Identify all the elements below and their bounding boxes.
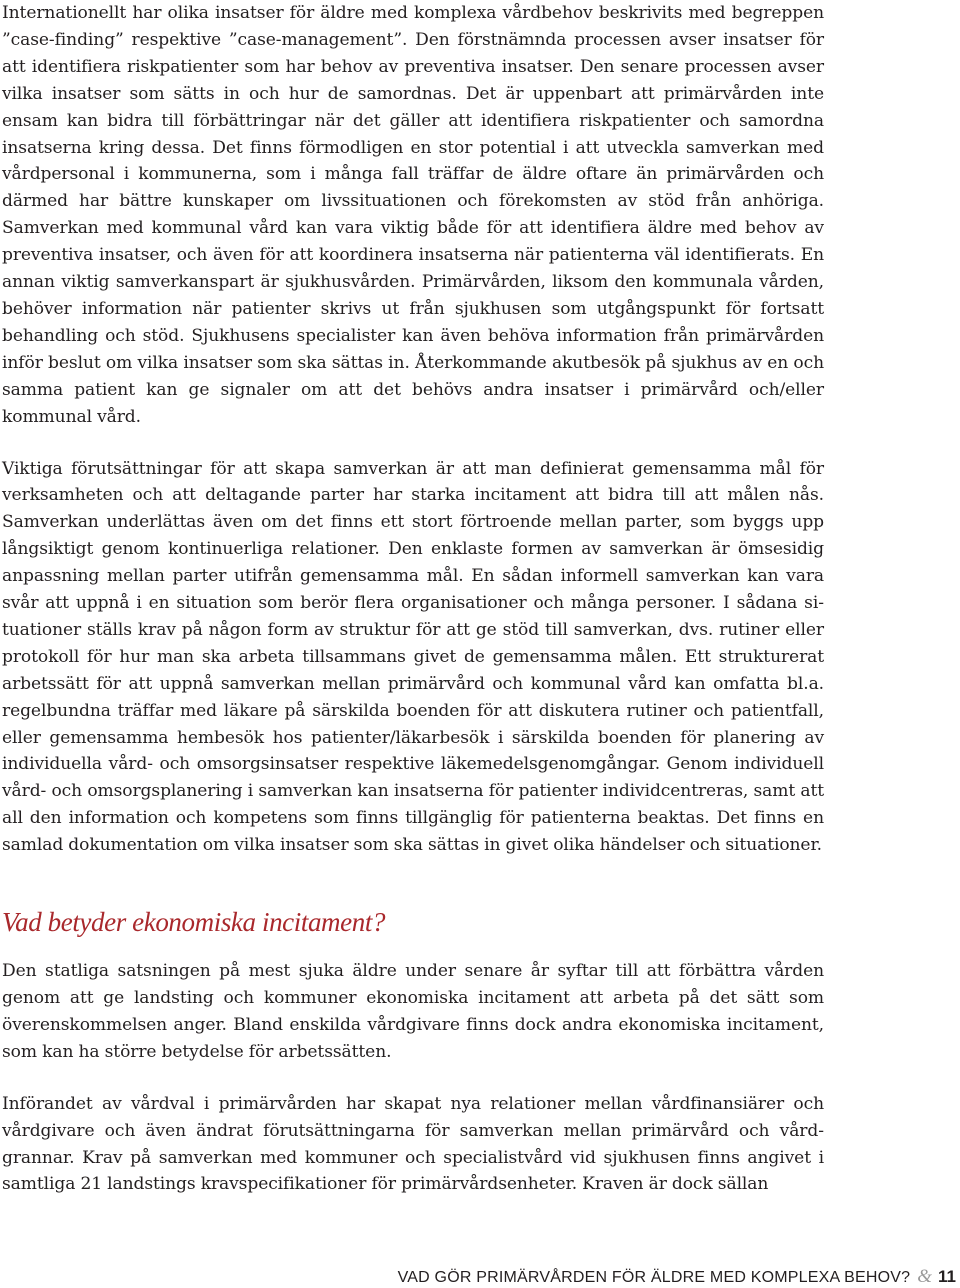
body-paragraph-2: Viktiga förutsättningar för att skapa samverkan är att man definierat gemensamma mål för verksamheten och att deltagande parter har starka incitament att bidra till att målen nås. Samverkan underlättas även om det finns ett stort förtroende mellan parter, som byggs upp långsiktigt genom kontinuerliga relationer. Den enklaste formen av samverkan är ömsesidig anpassning mellan parter utifrån gemensamma mål. En sådan informell samverkan kan vara svår att uppnå i en situation som berör flera organisationer och många personer. I sådana situationer ställs krav på någon form av struktur för att ge stöd till samverkan, dvs. rutiner eller protokoll för hur man ska arbeta tillsammans givet de gemensamma målen. Ett strukturerat arbetssätt för att uppnå samverkan mellan primärvård och kommunal vård kan omfatta bl.a. regelbundna träffar med läkare på särskilda boenden för att diskutera rutiner och patientfall, eller gemensamma hembesök hos patienter/läkarbesök i särskilda boenden för planering av individuella vård- och omsorgsinsatser respektive läkemedelsgenomgångar. Genom individuell vård- och omsorgsplanering i samverkan kan insatserna för patienter individcentreras, samt att all den information och kompetens som finns tillgänglig för patienterna beaktas. Det finns en samlad dokumentation om vilka insatser som ska sättas in givet olika händelser och situationer. bbox=[2, 458, 824, 856]
page-footer bbox=[398, 1266, 956, 1288]
body-paragraph-4: Införandet av vårdval i primärvården har skapat nya relationer mellan vårdfinansiärer och vårdgivare och även ändrat förutsättningarna för samverkan mellan primärvård och vårdgrannar. Krav på samverkan med kommuner och specialistvård vid sjukhusen finns angivet i samtliga 21 landstings kravspecifikationer för primärvårdsenheter. Kraven är dock sällan bbox=[2, 1093, 824, 1195]
document-page bbox=[2, 0, 824, 1198]
body-paragraph-1: Internationellt har olika insatser för äldre med komplexa vårdbehov beskrivits med begreppen ”case-finding” respektive ”case-management”. Den förstnämnda processen avser insatser för att identifiera riskpatienter som har behov av preventiva insatser. Den senare processen avser vilka insatser som sätts in och hur de samordnas. Det är uppenbart att primärvården inte ensam kan bidra till förbättringar när det gäller att identifiera riskpatienter och samordna insatserna kring dessa. Det finns förmodligen en stor potential i att utveckla samverkan med vårdpersonal i kommunerna, som i många fall träffar de äldre oftare än primärvården och därmed har bättre kunskaper om livssituationen och förekomsten av stöd från anhöriga. Samverkan med kommunal vård kan vara viktig både för att identifiera äldre med behov av preventiva insatser, och även för att koordinera insatserna när patienterna väl identifierats. En annan viktig samverkanspart är sjukhusvården. Primärvården, liksom den kommunala vården, behöver information när patienter skrivs ut från sjukhusen som utgångspunkt för fortsatt behandling och stöd. Sjukhusens specialister kan även behöva information från primärvården inför beslut om vilka insatser som ska sättas in. Återkommande akutbesök på sjukhus av en och samma patient kan ge signaler om att det behövs andra insatser i primärvård och/eller kommunal vård. bbox=[2, 3, 824, 427]
running-title: VAD GÖR PRIMÄRVÅRDEN FÖR ÄLDRE MED KOMPLEXA BEHOV? bbox=[397, 1269, 911, 1286]
body-paragraph-3: Den statliga satsningen på mest sjuka äldre under senare år syftar till att förbättra vården genom att ge landsting och kommuner ekonomiska incitament att arbeta på det sätt som överenskommelsen anger. Bland enskilda vårdgivare finns dock andra ekonomiska incitament, som kan ha större betydelse för arbetssätten. bbox=[2, 961, 824, 1062]
section-heading: Vad betyder ekonomiska incitament? bbox=[2, 907, 386, 938]
page-number: 11 bbox=[938, 1267, 956, 1286]
ampersand-mark: & bbox=[917, 1266, 933, 1287]
